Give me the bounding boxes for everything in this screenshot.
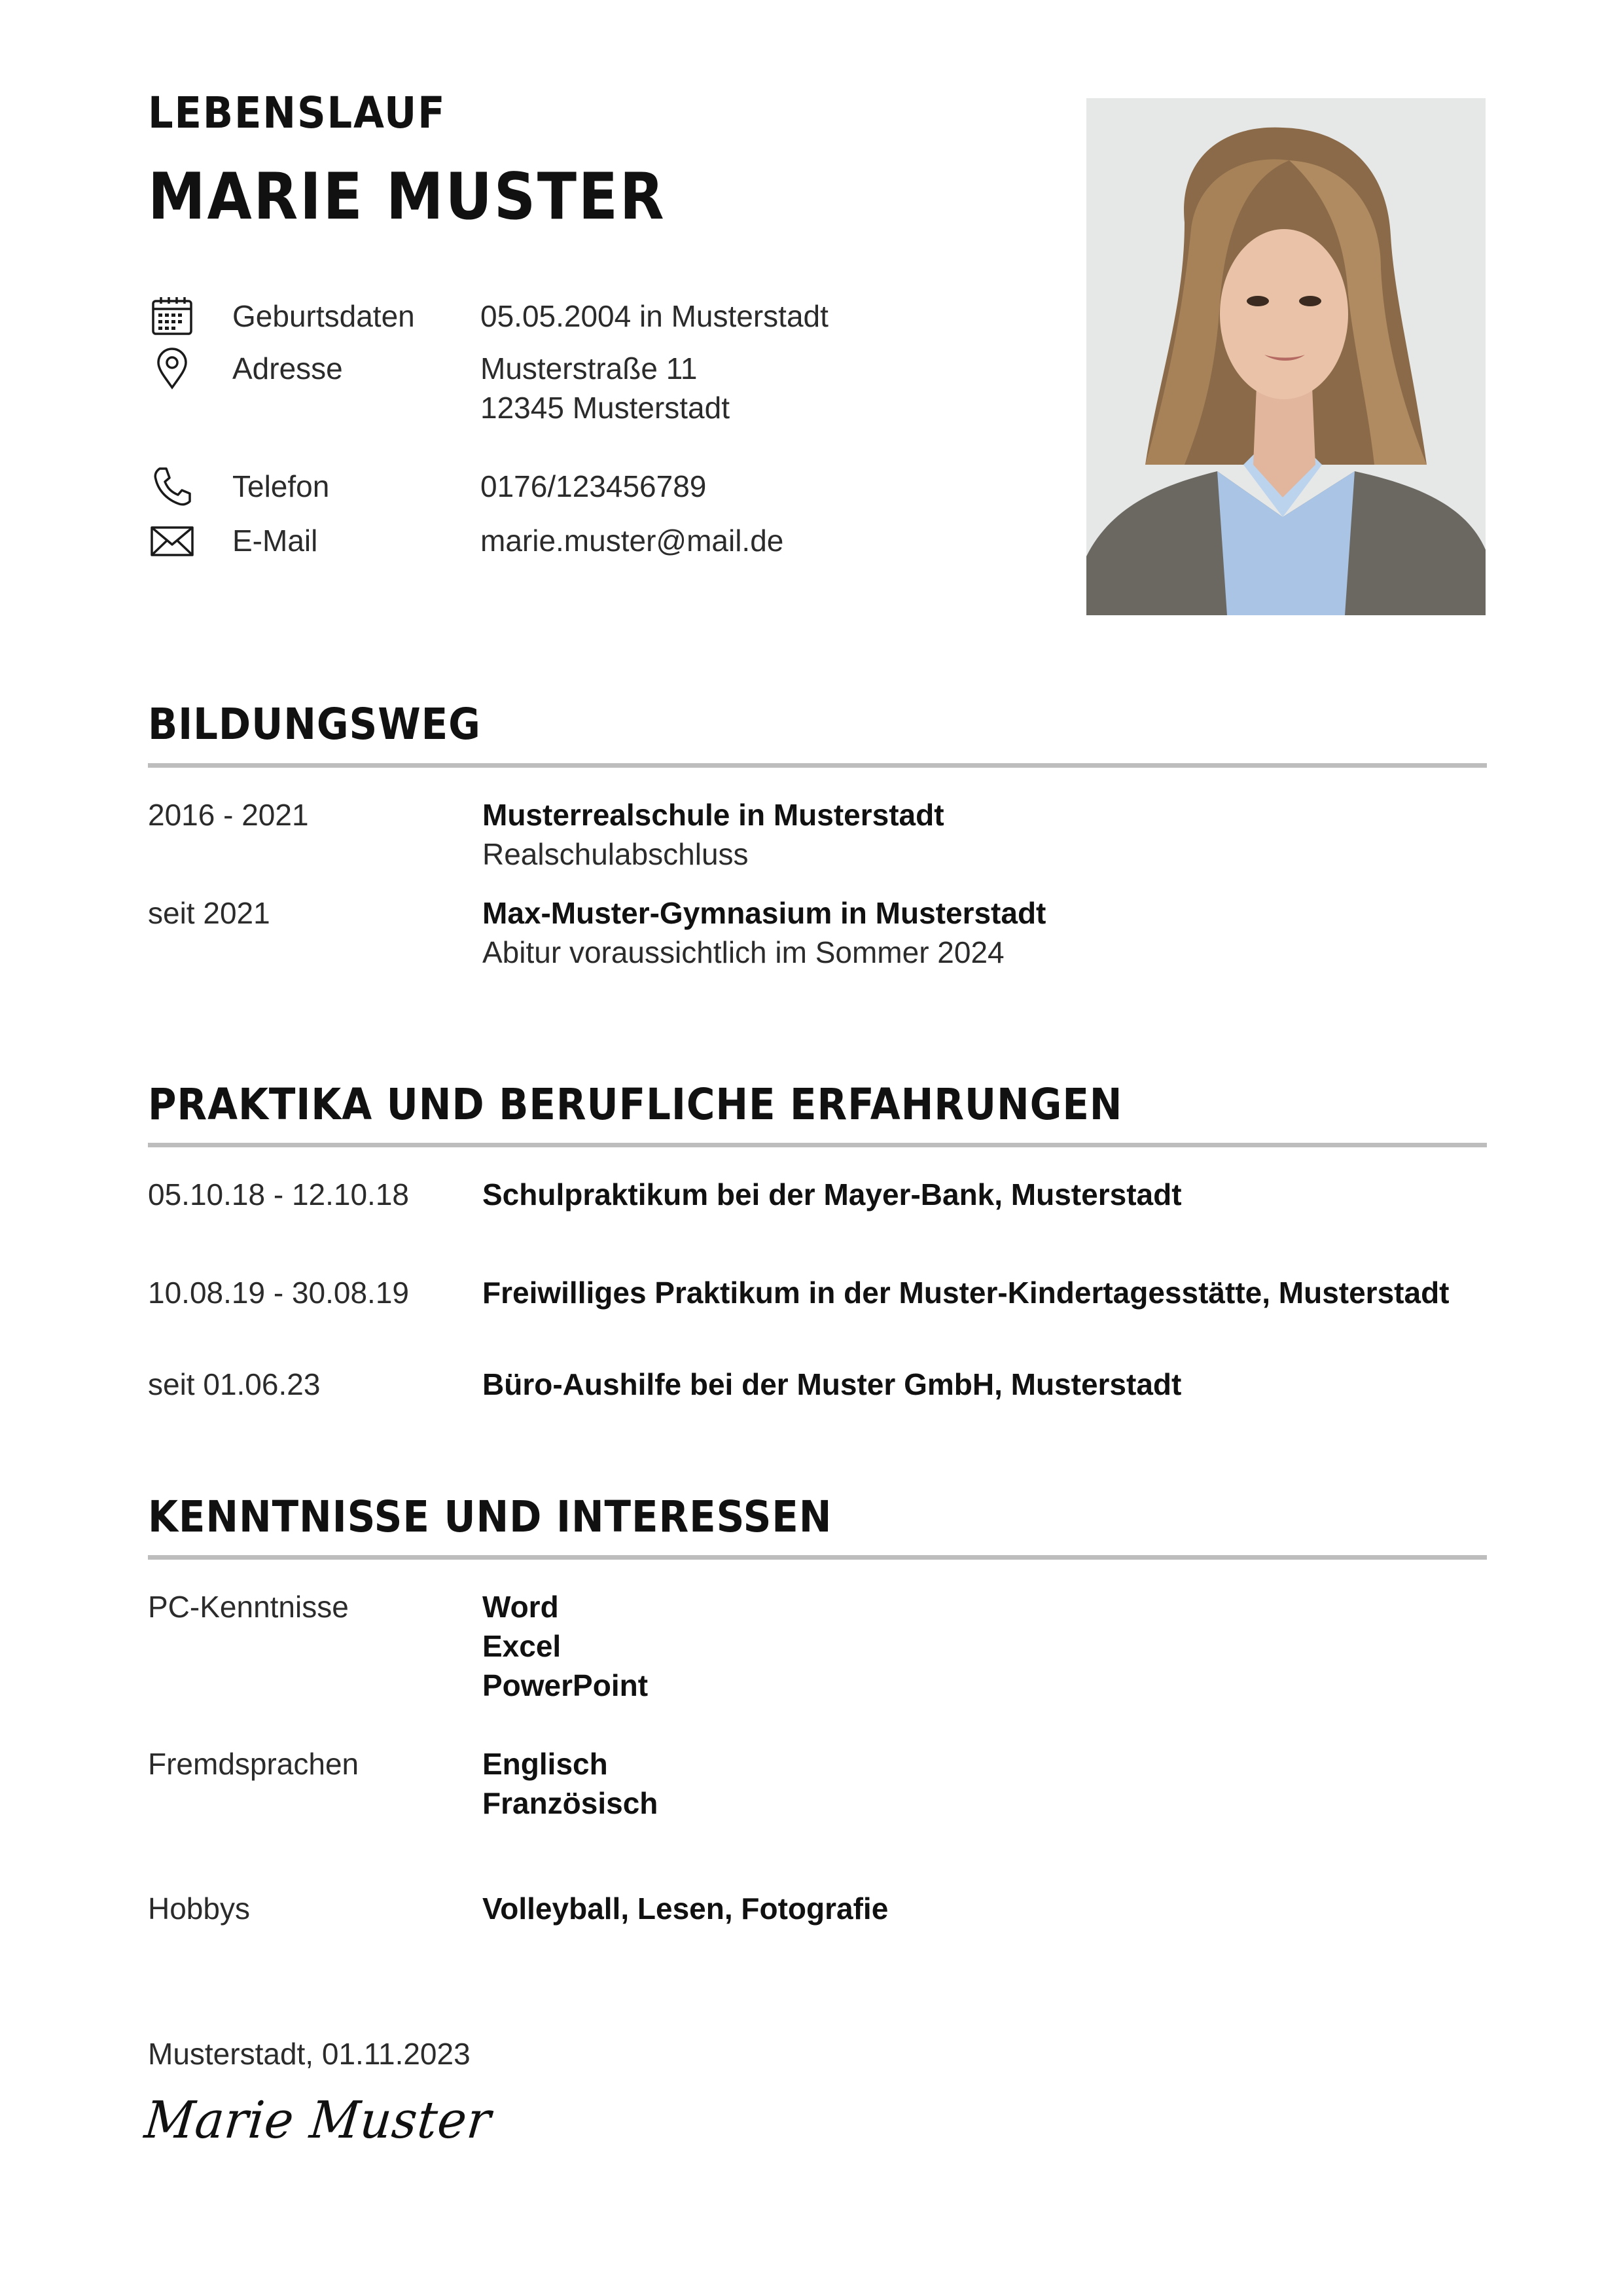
document-label: LEBENSLAUF	[148, 88, 446, 138]
skill-value: Excel	[482, 1629, 562, 1663]
email-value: marie.muster@mail.de	[480, 524, 784, 558]
signature: Marie Muster	[142, 2091, 494, 2150]
skill-value: PowerPoint	[482, 1668, 649, 1702]
address-label: Adresse	[232, 351, 343, 386]
section-title-education: BILDUNGSWEG	[148, 699, 481, 749]
phone-icon	[149, 463, 195, 509]
skill-value: Word	[482, 1590, 559, 1624]
experience-role: Freiwilliges Praktikum in der Muster-Kindertagesstätte, Musterstadt	[482, 1276, 1450, 1310]
language-value: Englisch	[482, 1747, 608, 1781]
section-divider	[148, 1143, 1487, 1147]
education-period: 2016 - 2021	[148, 798, 309, 832]
education-school: Musterrealschule in Musterstadt	[482, 798, 944, 832]
skill-label-pc: PC-Kenntnisse	[148, 1590, 349, 1624]
education-school: Max-Muster-Gymnasium in Musterstadt	[482, 896, 1046, 930]
skill-label-languages: Fremdsprachen	[148, 1747, 359, 1781]
experience-period: seit 01.06.23	[148, 1367, 321, 1401]
language-value: Französisch	[482, 1786, 658, 1820]
address-line1: Musterstraße 11	[480, 351, 698, 386]
applicant-photo	[1086, 98, 1486, 615]
envelope-icon	[149, 518, 195, 564]
section-title-experience: PRAKTIKA UND BERUFLICHE ERFAHRUNGEN	[148, 1079, 1123, 1130]
phone-value: 0176/123456789	[480, 469, 707, 503]
applicant-name: MARIE MUSTER	[148, 160, 666, 234]
skill-label-hobbies: Hobbys	[148, 1892, 250, 1926]
education-period: seit 2021	[148, 896, 270, 930]
experience-period: 05.10.18 - 12.10.18	[148, 1177, 409, 1211]
section-divider	[148, 763, 1487, 768]
experience-period: 10.08.19 - 30.08.19	[148, 1276, 409, 1310]
section-divider	[148, 1555, 1487, 1560]
experience-role: Büro-Aushilfe bei der Muster GmbH, Musterstadt	[482, 1367, 1182, 1401]
email-label: E-Mail	[232, 524, 318, 558]
section-title-skills: KENNTNISSE UND INTERESSEN	[148, 1492, 832, 1542]
phone-label: Telefon	[232, 469, 330, 503]
hobbies-value: Volleyball, Lesen, Fotografie	[482, 1892, 889, 1926]
experience-role: Schulpraktikum bei der Mayer-Bank, Musterstadt	[482, 1177, 1182, 1211]
education-detail: Realschulabschluss	[482, 837, 749, 871]
birth-value: 05.05.2004 in Musterstadt	[480, 299, 829, 333]
location-pin-icon	[149, 346, 195, 391]
calendar-icon	[149, 293, 195, 339]
birth-label: Geburtsdaten	[232, 299, 415, 333]
education-detail: Abitur voraussichtlich im Sommer 2024	[482, 935, 1005, 969]
address-line2: 12345 Musterstadt	[480, 391, 730, 425]
place-date: Musterstadt, 01.11.2023	[148, 2037, 471, 2071]
